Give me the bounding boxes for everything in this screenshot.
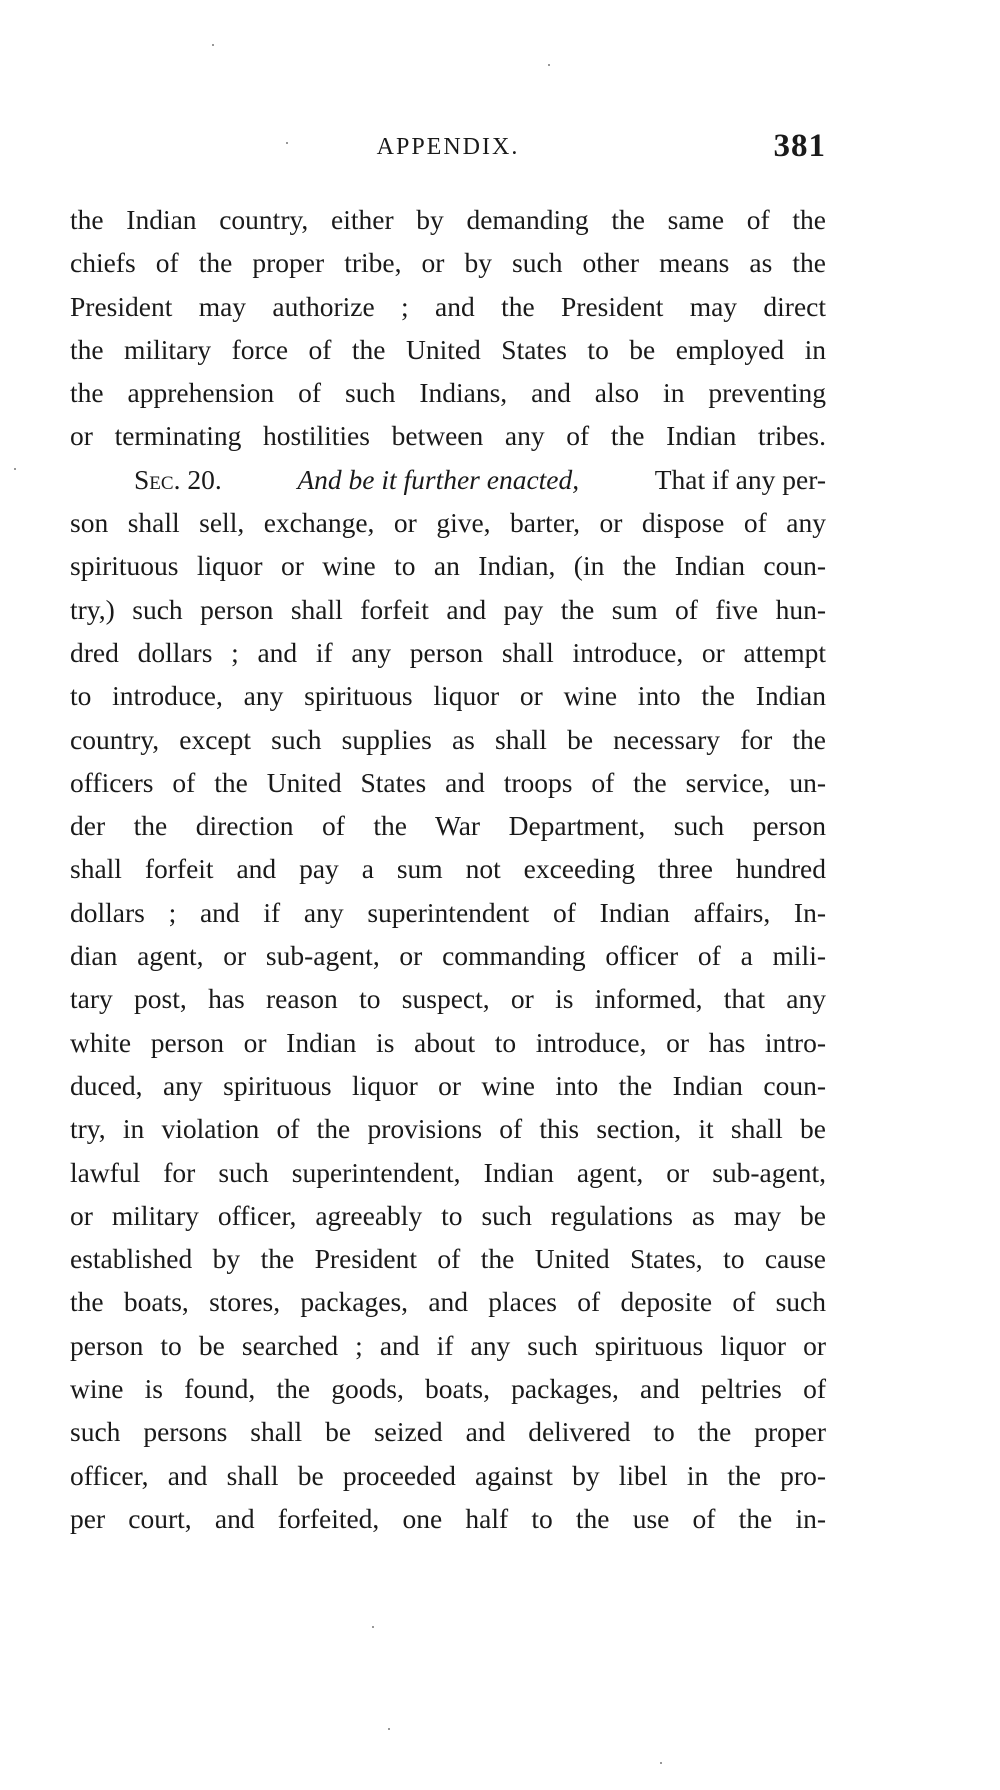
- enacting-clause: And be it further enacted,: [297, 463, 580, 495]
- text-line: or terminating hostilities between any of the Indian tribes.: [70, 420, 826, 452]
- text-line: white person or Indian is about to introduce, or has intro-: [70, 1026, 826, 1058]
- section-first-line-rest: That if any per-: [654, 463, 826, 495]
- print-speck: [14, 468, 16, 470]
- text-line: such persons shall be seized and delivered to the proper: [70, 1416, 826, 1448]
- text-line: dollars ; and if any superintendent of Indian affairs, In-: [70, 896, 826, 928]
- text-line: try, in violation of the provisions of this section, it shall be: [70, 1113, 826, 1145]
- print-speck: [548, 64, 550, 66]
- text-line: der the direction of the War Department, such person: [70, 810, 826, 842]
- text-line: to introduce, any spirituous liquor or wine into the Indian: [70, 680, 826, 712]
- text-line: dian agent, or sub-agent, or commanding officer of a mili-: [70, 940, 826, 972]
- text-line: tary post, has reason to suspect, or is informed, that any: [70, 983, 826, 1015]
- text-line: shall forfeit and pay a sum not exceeding three hundred: [70, 853, 826, 885]
- text-line: established by the President of the United States, to cause: [70, 1243, 826, 1275]
- body-text: [70, 198, 826, 1540]
- text-line: the military force of the United States to be employed in: [70, 333, 826, 365]
- page-number: 381: [773, 128, 826, 164]
- section-heading-line: [70, 458, 826, 501]
- text-line: duced, any spirituous liquor or wine into the Indian coun-: [70, 1069, 826, 1101]
- text-line: officer, and shall be proceeded against by libel in the pro-: [70, 1459, 826, 1491]
- text-line: officers of the United States and troops of the service, un-: [70, 766, 826, 798]
- section-label: Sec. 20.: [134, 463, 222, 495]
- text-line: try,) such person shall forfeit and pay the sum of five hun-: [70, 593, 826, 625]
- text-line: or military officer, agreeably to such regulations as may be: [70, 1199, 826, 1231]
- text-line: country, except such supplies as shall be necessary for the: [70, 723, 826, 755]
- text-line: chiefs of the proper tribe, or by such other means as the: [70, 247, 826, 279]
- print-speck: [660, 1762, 662, 1764]
- text-line: the boats, stores, packages, and places of deposite of such: [70, 1286, 826, 1318]
- running-head: APPENDIX.: [376, 134, 520, 160]
- text-line: spirituous liquor or wine to an Indian, (in the Indian coun-: [70, 550, 826, 582]
- page-header: [70, 128, 826, 174]
- print-speck: [388, 1728, 390, 1730]
- print-speck: [372, 1626, 374, 1628]
- text-line: lawful for such superintendent, Indian agent, or sub-agent,: [70, 1156, 826, 1188]
- text-line: the apprehension of such Indians, and also in preventing: [70, 377, 826, 409]
- text-line: per court, and forfeited, one half to the use of the in-: [70, 1502, 826, 1534]
- print-speck: [212, 44, 214, 46]
- text-line: President may authorize ; and the President may direct: [70, 290, 826, 322]
- text-line: person to be searched ; and if any such spirituous liquor or: [70, 1329, 826, 1361]
- text-line: dred dollars ; and if any person shall introduce, or attempt: [70, 636, 826, 668]
- text-line: son shall sell, exchange, or give, barter, or dispose of any: [70, 507, 826, 539]
- text-line: the Indian country, either by demanding the same of the: [70, 204, 826, 235]
- text-line: wine is found, the goods, boats, packages, and peltries of: [70, 1373, 826, 1405]
